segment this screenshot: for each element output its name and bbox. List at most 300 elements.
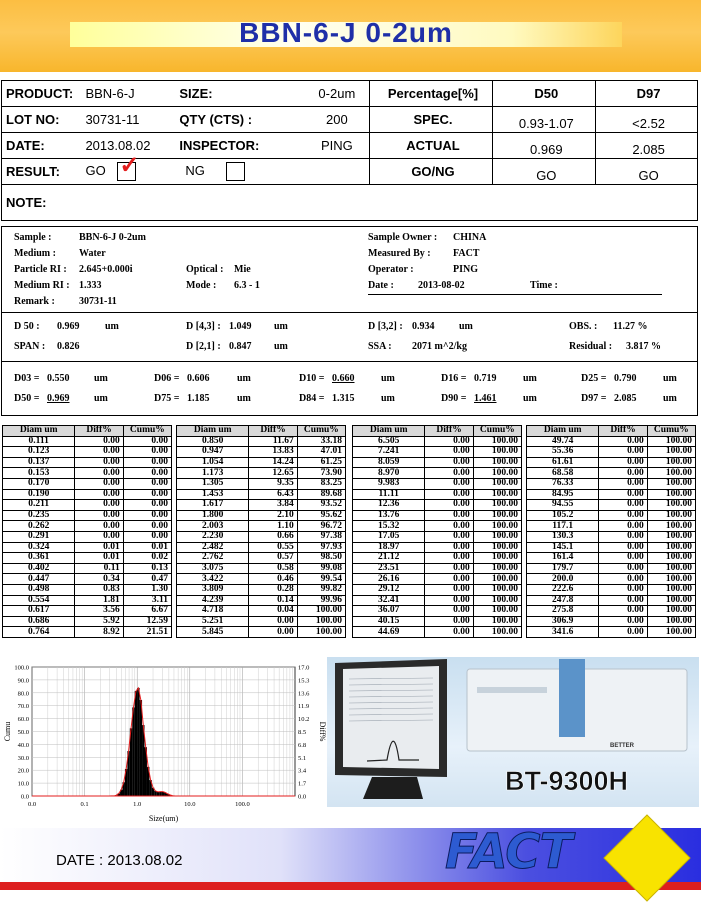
table-cell: 73.90 <box>297 468 345 479</box>
table-cell: 1.453 <box>177 489 249 500</box>
table-cell: 23.51 <box>353 563 425 574</box>
table-cell: 0.00 <box>425 500 473 511</box>
x-tick-label: 1.0 <box>133 801 142 808</box>
table-cell: 76.33 <box>527 478 599 489</box>
table-cell: 100.00 <box>297 616 345 627</box>
table-cell: 0.447 <box>3 574 75 585</box>
span-value: 0.826 <box>57 341 80 352</box>
table-cell: 0.57 <box>249 553 297 564</box>
y-right-tick-label: 3.4 <box>298 767 307 775</box>
y-axis-label: Cumu <box>3 721 12 742</box>
inspector-label: INSPECTOR: <box>175 133 301 159</box>
table-cell: 0.00 <box>123 478 171 489</box>
table-cell: 40.15 <box>353 616 425 627</box>
table-cell: 93.52 <box>297 500 345 511</box>
date-label: DATE: <box>2 133 82 159</box>
table-row <box>527 584 696 595</box>
table-cell: 0.00 <box>425 595 473 606</box>
table-row <box>177 457 346 468</box>
table-cell: 0.00 <box>599 521 647 532</box>
table-row <box>527 553 696 564</box>
table-cell: 0.00 <box>249 627 297 638</box>
table-cell: 100.00 <box>647 468 695 479</box>
table-cell: 0.170 <box>3 478 75 489</box>
table-cell: 29.12 <box>353 584 425 595</box>
table-row <box>177 447 346 458</box>
operator-label: Operator : <box>368 264 414 275</box>
y-right-tick-label: 10.2 <box>298 716 310 724</box>
table-cell: 2.482 <box>177 542 249 553</box>
table-cell: 100.00 <box>473 478 521 489</box>
unit: um <box>459 321 473 332</box>
x-tick-label: 0.0 <box>27 801 37 808</box>
table-cell: 0.00 <box>599 500 647 511</box>
column-header: Cumu% <box>297 426 345 437</box>
table-cell: 0.34 <box>75 574 123 585</box>
table-row <box>3 606 172 617</box>
medium-ri-label: Medium RI : <box>14 280 70 291</box>
distribution-table <box>176 425 346 638</box>
distribution-table <box>2 425 172 638</box>
table-cell: 12.59 <box>123 616 171 627</box>
table-cell: 0.00 <box>425 542 473 553</box>
distribution-table <box>526 425 696 638</box>
table-cell: 0.00 <box>599 457 647 468</box>
table-cell: 18.97 <box>353 542 425 553</box>
y-right-tick-label: 1.7 <box>298 780 307 788</box>
spec-label: SPEC. <box>369 107 493 133</box>
table-cell: 3.56 <box>75 606 123 617</box>
table-cell: 0.00 <box>425 510 473 521</box>
gong-d97: GO <box>596 159 698 185</box>
table-cell: 100.00 <box>647 500 695 511</box>
table-row <box>177 584 346 595</box>
table-cell: 100.00 <box>647 457 695 468</box>
percentile-value: 0.606 <box>187 373 210 384</box>
table-cell: 1.617 <box>177 500 249 511</box>
table-cell: 0.00 <box>75 457 123 468</box>
unit: um <box>94 373 108 384</box>
table-row <box>527 468 696 479</box>
table-row <box>177 531 346 542</box>
percentile-value: 0.660 <box>332 373 355 384</box>
table-row <box>3 616 172 627</box>
table-cell: 0.00 <box>123 500 171 511</box>
y-tick-label: 50.0 <box>17 729 29 736</box>
table-cell: 32.41 <box>353 595 425 606</box>
table-cell: 341.6 <box>527 627 599 638</box>
table-row <box>177 627 346 638</box>
table-cell: 0.00 <box>75 489 123 500</box>
table-row <box>527 521 696 532</box>
table-cell: 0.00 <box>425 478 473 489</box>
table-cell: 0.00 <box>599 563 647 574</box>
footer-date: DATE : 2013.08.02 <box>56 852 183 869</box>
table-row <box>177 595 346 606</box>
table-cell: 100.00 <box>473 563 521 574</box>
table-cell: 0.00 <box>123 457 171 468</box>
table-cell: 6.67 <box>123 606 171 617</box>
residual-label: Residual : <box>569 341 613 352</box>
ssa-value: 2071 m^2/kg <box>412 341 467 352</box>
table-cell: 0.235 <box>3 510 75 521</box>
analyzer-label-plate <box>477 687 547 693</box>
table-cell: 2.10 <box>249 510 297 521</box>
table-cell: 0.190 <box>3 489 75 500</box>
table-row <box>177 616 346 627</box>
table-cell: 0.00 <box>425 457 473 468</box>
table-cell: 0.947 <box>177 447 249 458</box>
table-cell: 100.00 <box>473 574 521 585</box>
table-cell: 100.00 <box>647 606 695 617</box>
table-cell: 100.00 <box>647 531 695 542</box>
table-row <box>527 595 696 606</box>
y-right-axis-label: Diff% <box>318 721 327 742</box>
table-cell: 0.00 <box>123 521 171 532</box>
table-cell: 100.00 <box>297 606 345 617</box>
unit: um <box>94 393 108 404</box>
y-right-tick-label: 11.9 <box>298 703 310 711</box>
table-cell: 96.72 <box>297 521 345 532</box>
product-label: PRODUCT: <box>2 81 82 107</box>
table-cell: 3.422 <box>177 574 249 585</box>
percentile-value: 1.185 <box>187 393 210 404</box>
table-cell: 97.38 <box>297 531 345 542</box>
d43-value: 1.049 <box>229 321 252 332</box>
percentile-label: D84 = <box>299 393 325 404</box>
table-cell: 0.00 <box>123 489 171 500</box>
table-cell: 55.36 <box>527 447 599 458</box>
residual-value: 3.817 % <box>626 341 661 352</box>
table-cell: 0.123 <box>3 447 75 458</box>
y-tick-label: 100.0 <box>14 664 29 672</box>
ng-label: NG <box>185 162 205 178</box>
table-row <box>177 436 346 447</box>
table-row <box>353 553 522 564</box>
table-cell: 11.67 <box>249 436 297 447</box>
table-cell: 98.50 <box>297 553 345 564</box>
table-row <box>527 478 696 489</box>
table-cell: 0.686 <box>3 616 75 627</box>
table-cell: 0.00 <box>123 510 171 521</box>
table-row <box>177 542 346 553</box>
particle-ri-label: Particle RI : <box>14 264 67 275</box>
table-cell: 0.00 <box>599 627 647 638</box>
monitor-stand <box>363 777 423 799</box>
percentage-header: Percentage[%] <box>369 81 493 107</box>
table-cell: 36.07 <box>353 606 425 617</box>
table-cell: 0.01 <box>75 542 123 553</box>
table-row <box>3 563 172 574</box>
ng-checkbox[interactable] <box>226 162 245 181</box>
table-cell: 100.00 <box>647 553 695 564</box>
table-cell: 100.00 <box>647 489 695 500</box>
table-cell: 222.6 <box>527 584 599 595</box>
column-header: Diam um <box>3 426 75 437</box>
remark-value: 30731-11 <box>79 296 117 307</box>
table-row <box>353 489 522 500</box>
table-cell: 0.00 <box>75 478 123 489</box>
table-cell: 3.075 <box>177 563 249 574</box>
y-tick-label: 0.0 <box>20 793 29 801</box>
table-cell: 0.498 <box>3 584 75 595</box>
table-cell: 6.505 <box>353 436 425 447</box>
divider <box>2 312 697 313</box>
table-cell: 12.65 <box>249 468 297 479</box>
table-cell: 2.762 <box>177 553 249 564</box>
table-cell: 0.00 <box>123 447 171 458</box>
table-row <box>353 521 522 532</box>
unit: um <box>523 373 537 384</box>
table-cell: 12.36 <box>353 500 425 511</box>
unit: um <box>663 393 677 404</box>
table-row <box>353 542 522 553</box>
table-cell: 0.46 <box>249 574 297 585</box>
model-name: BT-9300H <box>505 766 629 796</box>
table-row <box>3 468 172 479</box>
table-cell: 0.00 <box>425 563 473 574</box>
table-cell: 21.12 <box>353 553 425 564</box>
distribution-table <box>352 425 522 638</box>
percentile-label: D25 = <box>581 373 607 384</box>
y-tick-label: 30.0 <box>17 754 29 762</box>
table-header-row <box>353 426 522 437</box>
table-cell: 0.00 <box>123 436 171 447</box>
table-cell: 0.55 <box>249 542 297 553</box>
table-cell: 200.0 <box>527 574 599 585</box>
d32-label: D [3,2] : <box>368 321 403 332</box>
y-right-tick-label: 8.5 <box>298 729 307 736</box>
obs-value: 11.27 % <box>613 321 648 332</box>
table-row <box>177 510 346 521</box>
table-cell: 275.8 <box>527 606 599 617</box>
column-header: Diam um <box>353 426 425 437</box>
table-cell: 0.00 <box>599 553 647 564</box>
table-cell: 2.003 <box>177 521 249 532</box>
time-label: Time : <box>530 280 558 291</box>
lot-label: LOT NO: <box>2 107 82 133</box>
table-row <box>527 489 696 500</box>
operator-value: PING <box>453 264 478 275</box>
y-right-tick-label: 5.1 <box>298 754 307 762</box>
table-cell: 5.92 <box>75 616 123 627</box>
table-cell: 0.00 <box>75 500 123 511</box>
table-cell: 26.16 <box>353 574 425 585</box>
page-title: BBN-6-J 0-2um <box>239 17 453 48</box>
sample-value: BBN-6-J 0-2um <box>79 232 146 243</box>
table-cell: 0.00 <box>599 436 647 447</box>
histogram-bar <box>140 700 142 796</box>
y-tick-label: 60.0 <box>17 716 29 724</box>
info-date-label: Date : <box>368 280 394 291</box>
table-cell: 0.00 <box>425 531 473 542</box>
table-row <box>177 574 346 585</box>
d32-value: 0.934 <box>412 321 435 332</box>
percentile-value: 0.969 <box>47 393 70 404</box>
table-cell: 0.00 <box>599 531 647 542</box>
table-row <box>353 616 522 627</box>
table-row <box>3 447 172 458</box>
table-cell: 5.845 <box>177 627 249 638</box>
table-row <box>353 510 522 521</box>
table-row <box>3 595 172 606</box>
analyzer-blue-panel <box>559 659 585 737</box>
qty-value: 200 <box>301 107 369 133</box>
table-row <box>353 500 522 511</box>
table-row <box>3 542 172 553</box>
table-row <box>527 500 696 511</box>
table-row <box>3 510 172 521</box>
unit: um <box>237 393 251 404</box>
table-cell: 100.00 <box>473 542 521 553</box>
table-cell: 100.00 <box>647 542 695 553</box>
table-cell: 1.81 <box>75 595 123 606</box>
table-cell: 0.00 <box>75 436 123 447</box>
table-row <box>3 627 172 638</box>
table-cell: 3.809 <box>177 584 249 595</box>
table-header-row <box>177 426 346 437</box>
percentile-value: 0.790 <box>614 373 637 384</box>
table-cell: 0.324 <box>3 542 75 553</box>
table-cell: 1.800 <box>177 510 249 521</box>
table-cell: 0.00 <box>425 584 473 595</box>
ssa-label: SSA : <box>368 341 392 352</box>
table-cell: 100.00 <box>473 531 521 542</box>
table-cell: 95.62 <box>297 510 345 521</box>
table-row <box>527 606 696 617</box>
table-cell: 0.00 <box>425 489 473 500</box>
gong-d50: GO <box>493 159 596 185</box>
table-cell: 0.00 <box>599 606 647 617</box>
table-row <box>353 436 522 447</box>
table-cell: 8.059 <box>353 457 425 468</box>
table-cell: 97.93 <box>297 542 345 553</box>
go-label: GO <box>85 162 106 178</box>
table-cell: 145.1 <box>527 542 599 553</box>
table-cell: 99.82 <box>297 584 345 595</box>
table-cell: 0.00 <box>599 616 647 627</box>
unit: um <box>237 373 251 384</box>
d50-value: 0.969 <box>57 321 80 332</box>
span-label: SPAN : <box>14 341 46 352</box>
table-cell: 7.241 <box>353 447 425 458</box>
product-value: BBN-6-J <box>81 81 175 107</box>
table-cell: 0.28 <box>249 584 297 595</box>
table-row <box>3 553 172 564</box>
medium-value: Water <box>79 248 106 259</box>
table-cell: 100.00 <box>473 457 521 468</box>
instrument-illustration <box>327 657 699 807</box>
percentile-label: D90 = <box>441 393 467 404</box>
remark-label: Remark : <box>14 296 55 307</box>
table-cell: 0.00 <box>599 542 647 553</box>
yellow-diamond-logo <box>602 813 692 903</box>
date-value: 2013.08.02 <box>81 133 175 159</box>
table-row <box>177 563 346 574</box>
table-cell: 100.00 <box>647 627 695 638</box>
percentile-label: D03 = <box>14 373 40 384</box>
table-row <box>527 510 696 521</box>
table-row <box>3 584 172 595</box>
measured-value: FACT <box>453 248 480 259</box>
table-cell: 100.00 <box>647 616 695 627</box>
table-cell: 100.00 <box>647 595 695 606</box>
go-checkbox[interactable] <box>117 152 140 181</box>
table-cell: 68.58 <box>527 468 599 479</box>
table-cell: 0.00 <box>599 489 647 500</box>
table-cell: 0.00 <box>75 468 123 479</box>
table-cell: 1.30 <box>123 584 171 595</box>
table-cell: 105.2 <box>527 510 599 521</box>
y-tick-label: 20.0 <box>17 767 29 775</box>
column-header: Cumu% <box>123 426 171 437</box>
table-row <box>527 457 696 468</box>
table-cell: 4.239 <box>177 595 249 606</box>
table-cell: 49.74 <box>527 436 599 447</box>
fact-logo: FACT <box>445 824 572 880</box>
d21-value: 0.847 <box>229 341 252 352</box>
table-cell: 0.47 <box>123 574 171 585</box>
percentile-label: D50 = <box>14 393 40 404</box>
y-tick-label: 90.0 <box>17 677 29 685</box>
table-cell: 100.00 <box>647 584 695 595</box>
table-cell: 100.00 <box>473 584 521 595</box>
actual-label: ACTUAL <box>369 133 493 159</box>
unit: um <box>274 321 288 332</box>
table-cell: 84.95 <box>527 489 599 500</box>
column-header: Cumu% <box>647 426 695 437</box>
table-row <box>353 447 522 458</box>
note-label: NOTE: <box>2 185 698 221</box>
table-row <box>353 627 522 638</box>
table-cell: 161.4 <box>527 553 599 564</box>
histogram-bar <box>135 691 137 796</box>
table-cell: 117.1 <box>527 521 599 532</box>
percentile-value: 2.085 <box>614 393 637 404</box>
table-cell: 0.262 <box>3 521 75 532</box>
table-row <box>177 468 346 479</box>
table-row <box>177 521 346 532</box>
footer-red-line <box>0 882 701 890</box>
table-row <box>353 457 522 468</box>
table-cell: 0.00 <box>75 447 123 458</box>
actual-d50: 0.969 <box>493 133 596 159</box>
y-right-tick-label: 0.0 <box>298 793 307 801</box>
column-header: Diff% <box>425 426 473 437</box>
owner-value: CHINA <box>453 232 487 243</box>
percentile-value: 0.550 <box>47 373 70 384</box>
table-cell: 8.970 <box>353 468 425 479</box>
table-cell: 94.55 <box>527 500 599 511</box>
table-row <box>3 478 172 489</box>
histogram-bar <box>137 688 139 796</box>
percentile-value: 1.461 <box>474 393 497 404</box>
size-value: 0-2um <box>301 81 369 107</box>
d50-header: D50 <box>493 81 596 107</box>
percentile-value: 1.315 <box>332 393 355 404</box>
table-cell: 9.983 <box>353 478 425 489</box>
table-cell: 100.00 <box>473 500 521 511</box>
inspector-value: PING <box>301 133 369 159</box>
table-cell: 100.00 <box>647 436 695 447</box>
table-cell: 0.850 <box>177 436 249 447</box>
go-option <box>81 152 175 185</box>
table-cell: 0.14 <box>249 595 297 606</box>
table-row <box>177 553 346 564</box>
table-row <box>527 616 696 627</box>
table-cell: 100.00 <box>647 510 695 521</box>
table-cell: 61.25 <box>297 457 345 468</box>
